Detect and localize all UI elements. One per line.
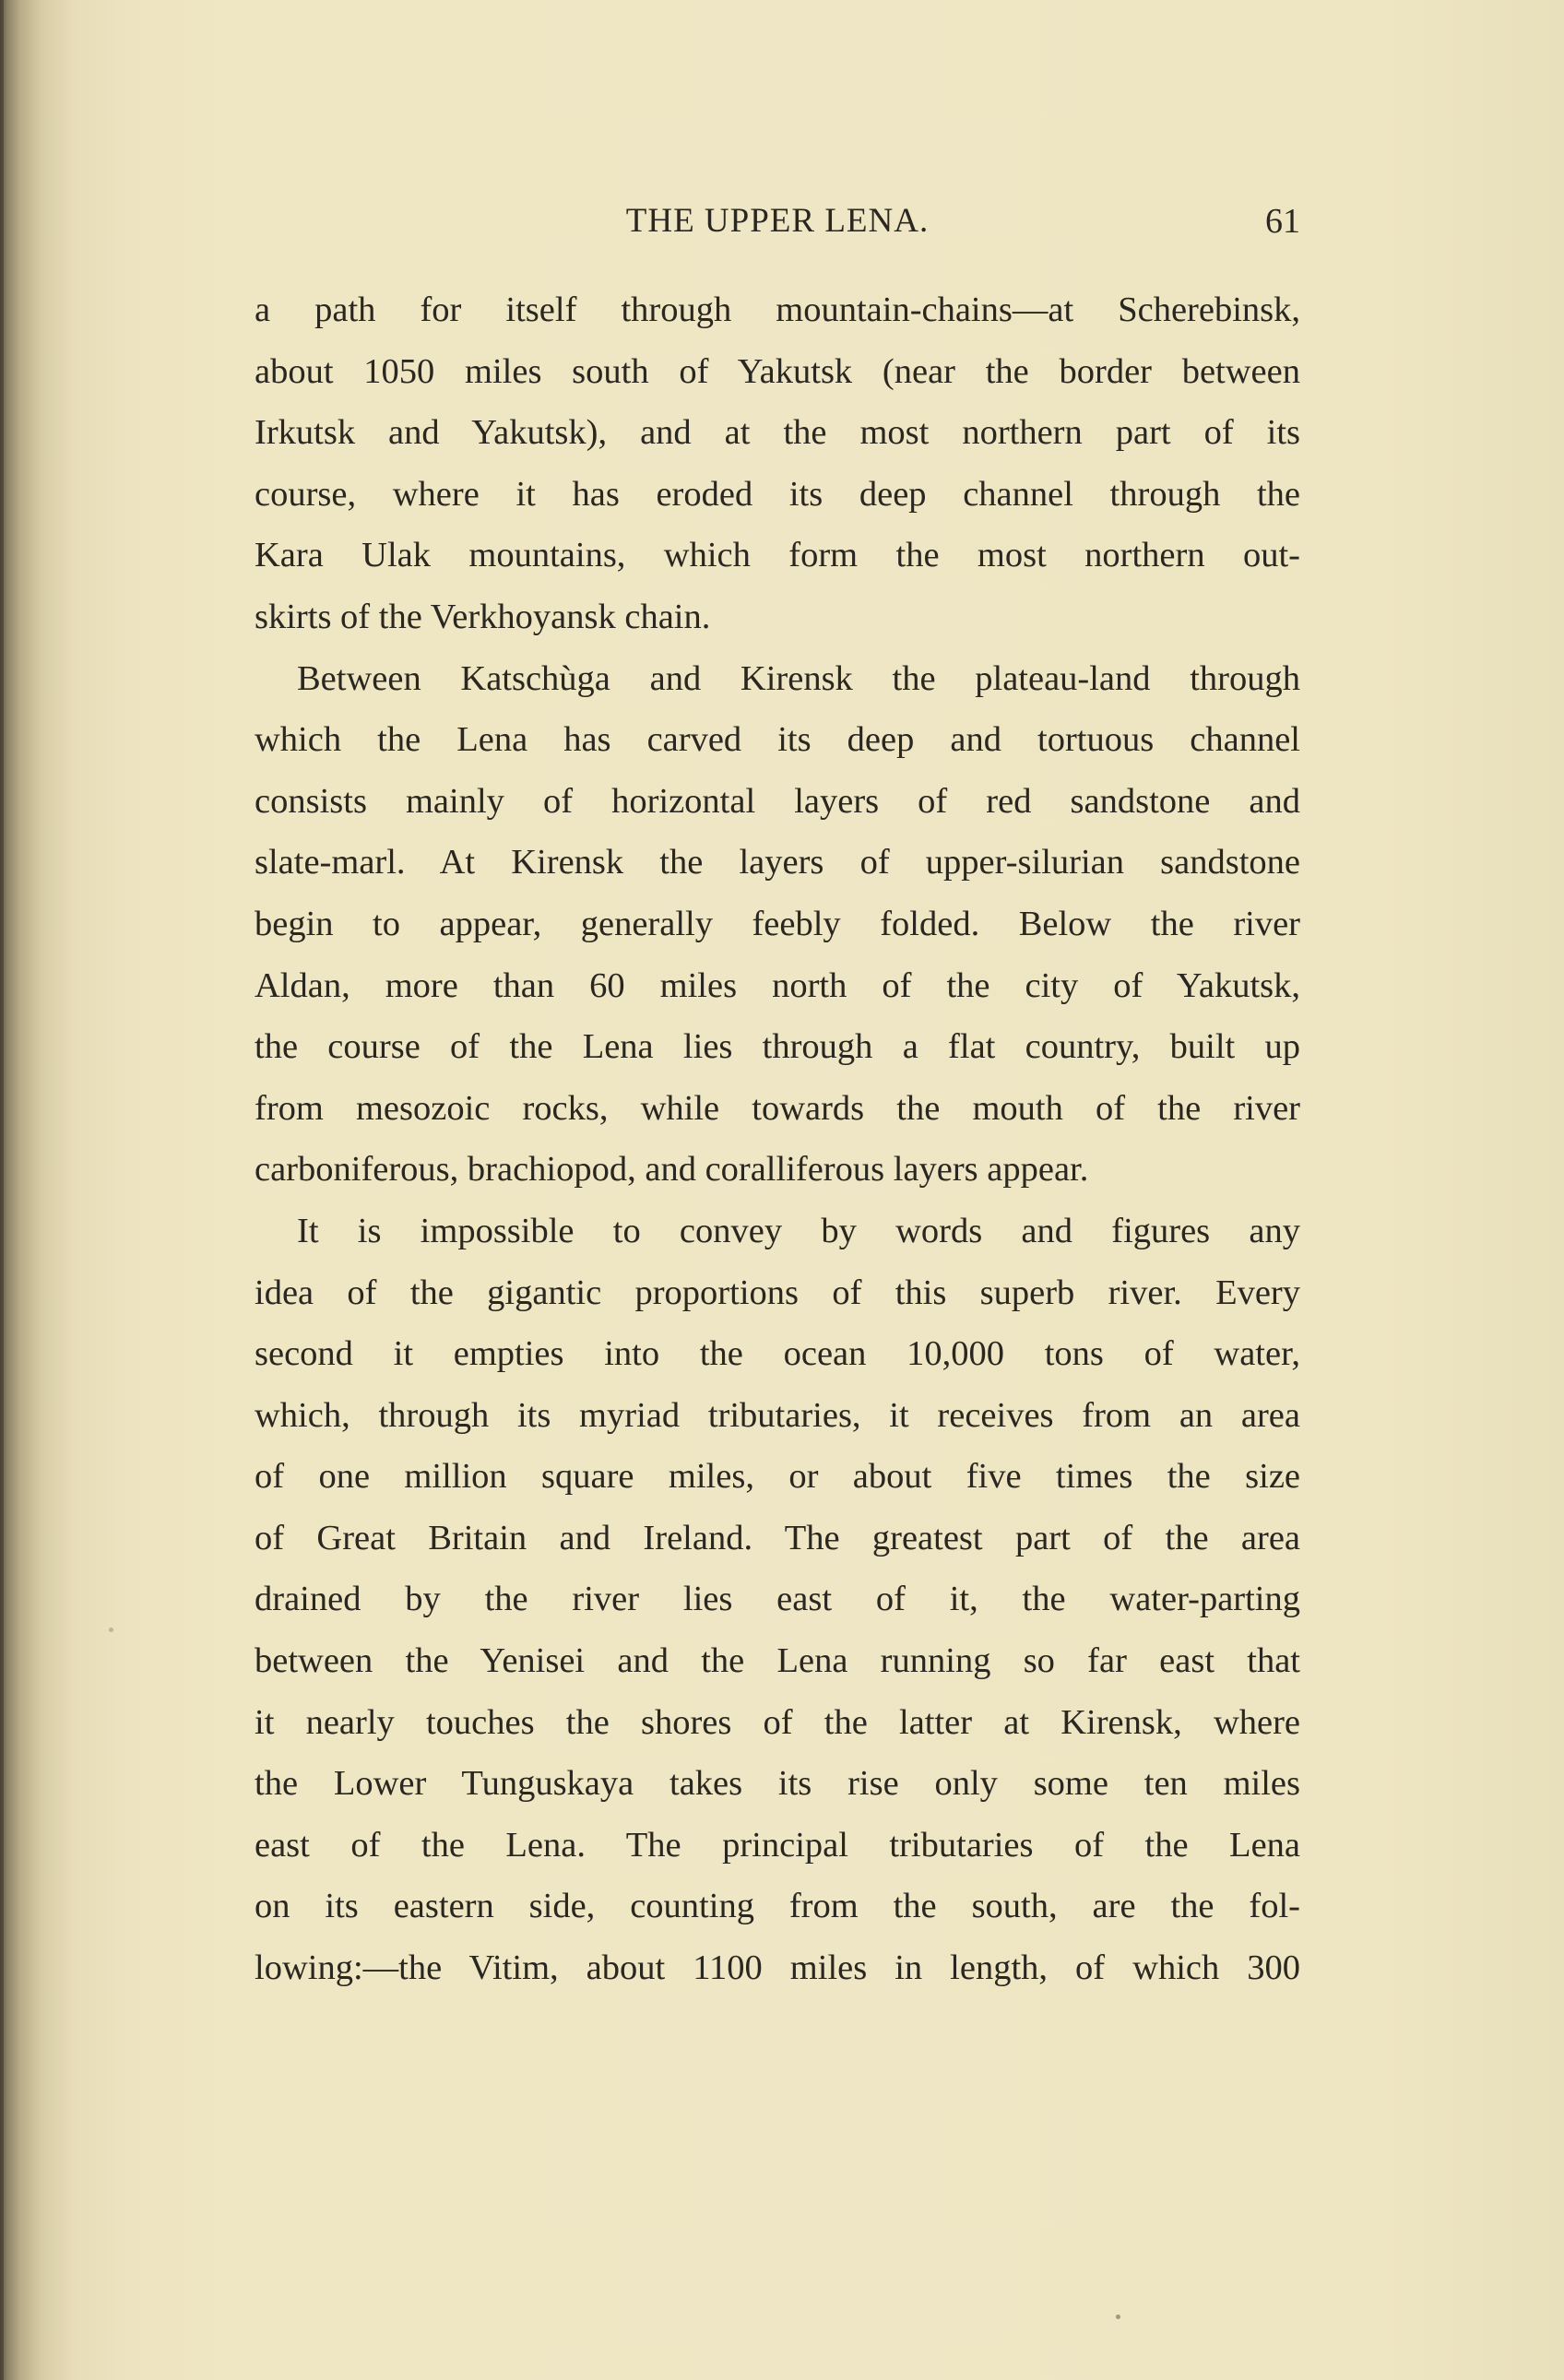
text-line: Between Katschùga and Kirensk the plateau-land through bbox=[297, 658, 1300, 698]
text-line: lowing:—the Vitim, about 1100 miles in length, of which 300 bbox=[255, 1948, 1300, 1988]
page-number: 61 bbox=[1265, 202, 1300, 241]
paper-speck bbox=[109, 1628, 113, 1632]
paper-speck bbox=[1116, 2315, 1120, 2319]
running-head: THE UPPER LENA. bbox=[625, 202, 930, 240]
binding-gutter bbox=[0, 0, 4, 2380]
text-line: course, where it has eroded its deep channel through the bbox=[255, 474, 1300, 514]
text-line: which the Lena has carved its deep and tortuous channel bbox=[255, 720, 1300, 760]
text-line: consists mainly of horizontal layers of red sandstone and bbox=[255, 781, 1300, 821]
text-line: a path for itself through mountain-chains—at Scherebinsk, bbox=[255, 290, 1300, 329]
text-line: drained by the river lies east of it, the water-parting bbox=[255, 1580, 1300, 1619]
text-line: skirts of the Verkhoyansk chain. bbox=[255, 597, 711, 636]
text-line: from mesozoic rocks, while towards the mouth of the river bbox=[255, 1088, 1300, 1128]
text-line: about 1050 miles south of Yakutsk (near the border between bbox=[255, 351, 1300, 391]
text-line: second it empties into the ocean 10,000 tons of water, bbox=[255, 1334, 1300, 1374]
text-line: the course of the Lena lies through a flat country, built up bbox=[255, 1027, 1300, 1067]
text-line: the Lower Tunguskaya takes its rise only some ten miles bbox=[255, 1764, 1300, 1804]
body-text bbox=[255, 279, 1300, 1999]
text-line: carboniferous, brachiopod, and coralliferous layers appear. bbox=[255, 1150, 1089, 1190]
text-line: Aldan, more than 60 miles north of the city of Yakutsk, bbox=[255, 965, 1300, 1005]
text-line: idea of the gigantic proportions of this superb river. Every bbox=[255, 1273, 1300, 1312]
text-line: on its eastern side, counting from the south, are the fol- bbox=[255, 1887, 1300, 1926]
text-line: which, through its myriad tributaries, it receives from an area bbox=[255, 1395, 1300, 1435]
text-line: Irkutsk and Yakutsk), and at the most northern part of its bbox=[255, 413, 1300, 453]
text-line: of Great Britain and Ireland. The greatest part of the area bbox=[255, 1518, 1300, 1557]
text-line: slate-marl. At Kirensk the layers of upper-silurian sandstone bbox=[255, 843, 1300, 882]
text-line: east of the Lena. The principal tributaries of the Lena bbox=[255, 1825, 1300, 1865]
text-line: between the Yenisei and the Lena running so far east that bbox=[255, 1641, 1300, 1681]
text-line: It is impossible to convey by words and figures any bbox=[297, 1211, 1300, 1250]
text-line: of one million square miles, or about five times the size bbox=[255, 1457, 1300, 1497]
text-line: Kara Ulak mountains, which form the most northern out- bbox=[255, 536, 1300, 575]
page-header bbox=[255, 201, 1300, 256]
text-line: it nearly touches the shores of the latter at Kirensk, where bbox=[255, 1702, 1300, 1742]
text-line: begin to appear, generally feebly folded. Below the river bbox=[255, 904, 1300, 943]
